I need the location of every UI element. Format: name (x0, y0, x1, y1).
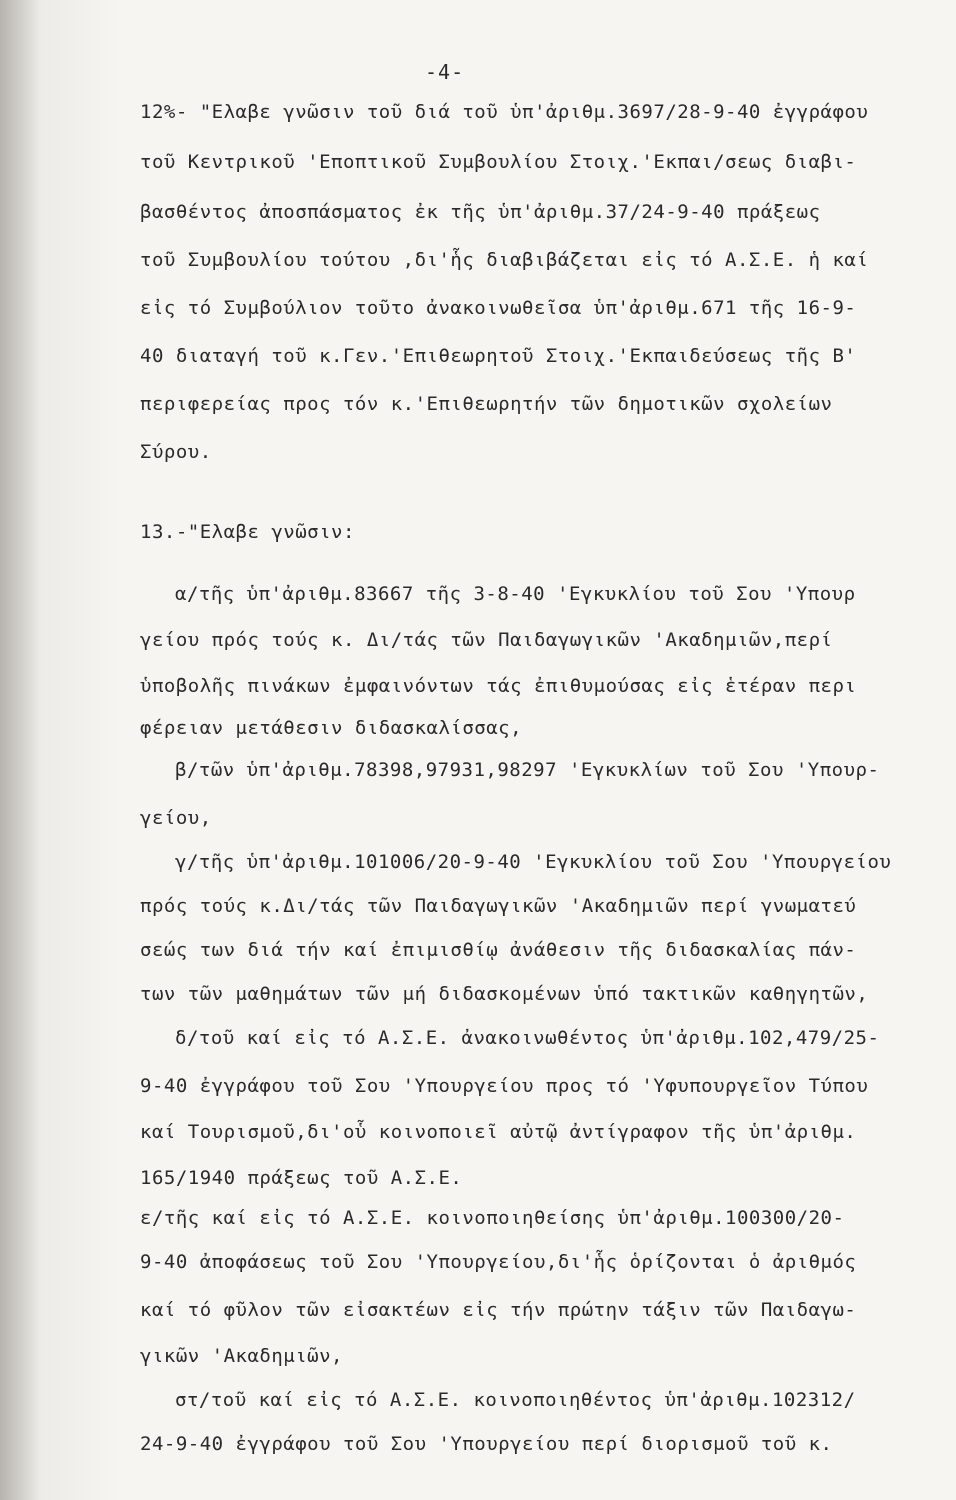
page-number: -4- (425, 60, 465, 84)
text-line: των τῶν μαθημάτων τῶν μή διδασκομένων ὑπό τακτικῶν καθηγητῶν, (140, 983, 869, 1005)
text-line: γικῶν 'Ακαδημιῶν, (140, 1345, 343, 1367)
text-line: 40 διαταγή τοῦ κ.Γεν.'Επιθεωρητοῦ Στοιχ.'Εκπαιδεύσεως τῆς Β' (140, 345, 857, 367)
text-line: α/τῆς ὑπ'ἀριθμ.83667 τῆς 3-8-40 'Εγκυκλίου τοῦ Σου 'Υπουρ (175, 583, 856, 605)
text-line: καί τό φῦλον τῶν εἰσακτέων εἰς τήν πρώτην τάξιν τῶν Παιδαγω- (140, 1299, 857, 1321)
text-line: γ/τῆς ὑπ'ἀριθμ.101006/20-9-40 'Εγκυκλίου τοῦ Σου 'Υπουργείου (175, 851, 892, 873)
text-line: β/τῶν ὑπ'ἀριθμ.78398,97931,98297 'Εγκυκλίων τοῦ Σου 'Υπουρ- (175, 759, 880, 781)
text-line: 24-9-40 ἐγγράφου τοῦ Σου 'Υπουργείου περί διορισμοῦ τοῦ κ. (140, 1433, 833, 1455)
text-line: τοῦ Κεντρικοῦ 'Εποπτικοῦ Συμβουλίου Στοιχ.'Εκπαι/σεως διαβι- (140, 151, 857, 173)
text-line: ὑποβολῆς πινάκων ἐμφαινόντων τάς ἐπιθυμούσας εἰς ἑτέραν περι (140, 675, 857, 697)
text-line: στ/τοῦ καί εἰς τό Α.Σ.Ε. κοινοποιηθέντος ὑπ'ἀριθμ.102312/ (175, 1389, 856, 1411)
section-heading: 13.-"Ελαβε γνῶσιν: (140, 521, 355, 543)
text-line: καί Τουρισμοῦ,δι'οὗ κοινοποιεῖ αὐτῷ ἀντίγραφον τῆς ὑπ'ἀριθμ. (140, 1121, 857, 1143)
text-line: γείου, (140, 807, 212, 829)
text-line: 9-40 ἀποφάσεως τοῦ Σου 'Υπουργείου,δι'ἧς ὁρίζονται ὁ ἀριθμός (140, 1251, 857, 1273)
text-line: 165/1940 πράξεως τοῦ Α.Σ.Ε. (140, 1167, 463, 1189)
page-edge-shadow (0, 0, 40, 1500)
text-line: βασθέντος ἀποσπάσματος ἐκ τῆς ὑπ'ἀριθμ.37/24-9-40 πράξεως (140, 201, 821, 223)
text-line: ε/τῆς καί εἰς τό Α.Σ.Ε. κοινοποιηθείσης ὑπ'ἀριθμ.100300/20- (140, 1207, 845, 1229)
text-line: δ/τοῦ καί εἰς τό Α.Σ.Ε. ἀνακοινωθέντος ὑπ'ἀριθμ.102,479/25- (175, 1027, 880, 1049)
text-line: 9-40 ἐγγράφου τοῦ Σου 'Υπουργείου προς τό 'Υφυπουργεῖον Τύπου (140, 1075, 869, 1097)
text-line: 12%- "Ελαβε γνῶσιν τοῦ διά τοῦ ὑπ'ἀριθμ.3697/28-9-40 ἐγγράφου (140, 101, 869, 123)
text-line: εἰς τό Συμβούλιον τοῦτο ἀνακοινωθεῖσα ὑπ'ἀριθμ.671 τῆς 16-9- (140, 297, 857, 319)
text-line: γείου πρός τούς κ. Δι/τάς τῶν Παιδαγωγικῶν 'Ακαδημιῶν,περί (140, 629, 833, 651)
text-line: περιφερείας προς τόν κ.'Επιθεωρητήν τῶν δημοτικῶν σχολείων (140, 393, 833, 415)
text-line: σεώς των διά τήν καί ἐπιμισθίῳ ἀνάθεσιν τῆς διδασκαλίας πάν- (140, 939, 857, 961)
text-line: φέρειαν μετάθεσιν διδασκαλίσσας, (140, 717, 523, 739)
text-line: πρός τούς κ.Δι/τάς τῶν Παιδαγωγικῶν 'Ακαδημιῶν περί γνωματεύ (140, 895, 857, 917)
text-line: Σύρου. (140, 441, 212, 463)
text-line: τοῦ Συμβουλίου τούτου ,δι'ἧς διαβιβάζεται εἰς τό Α.Σ.Ε. ἡ καί (140, 249, 869, 271)
